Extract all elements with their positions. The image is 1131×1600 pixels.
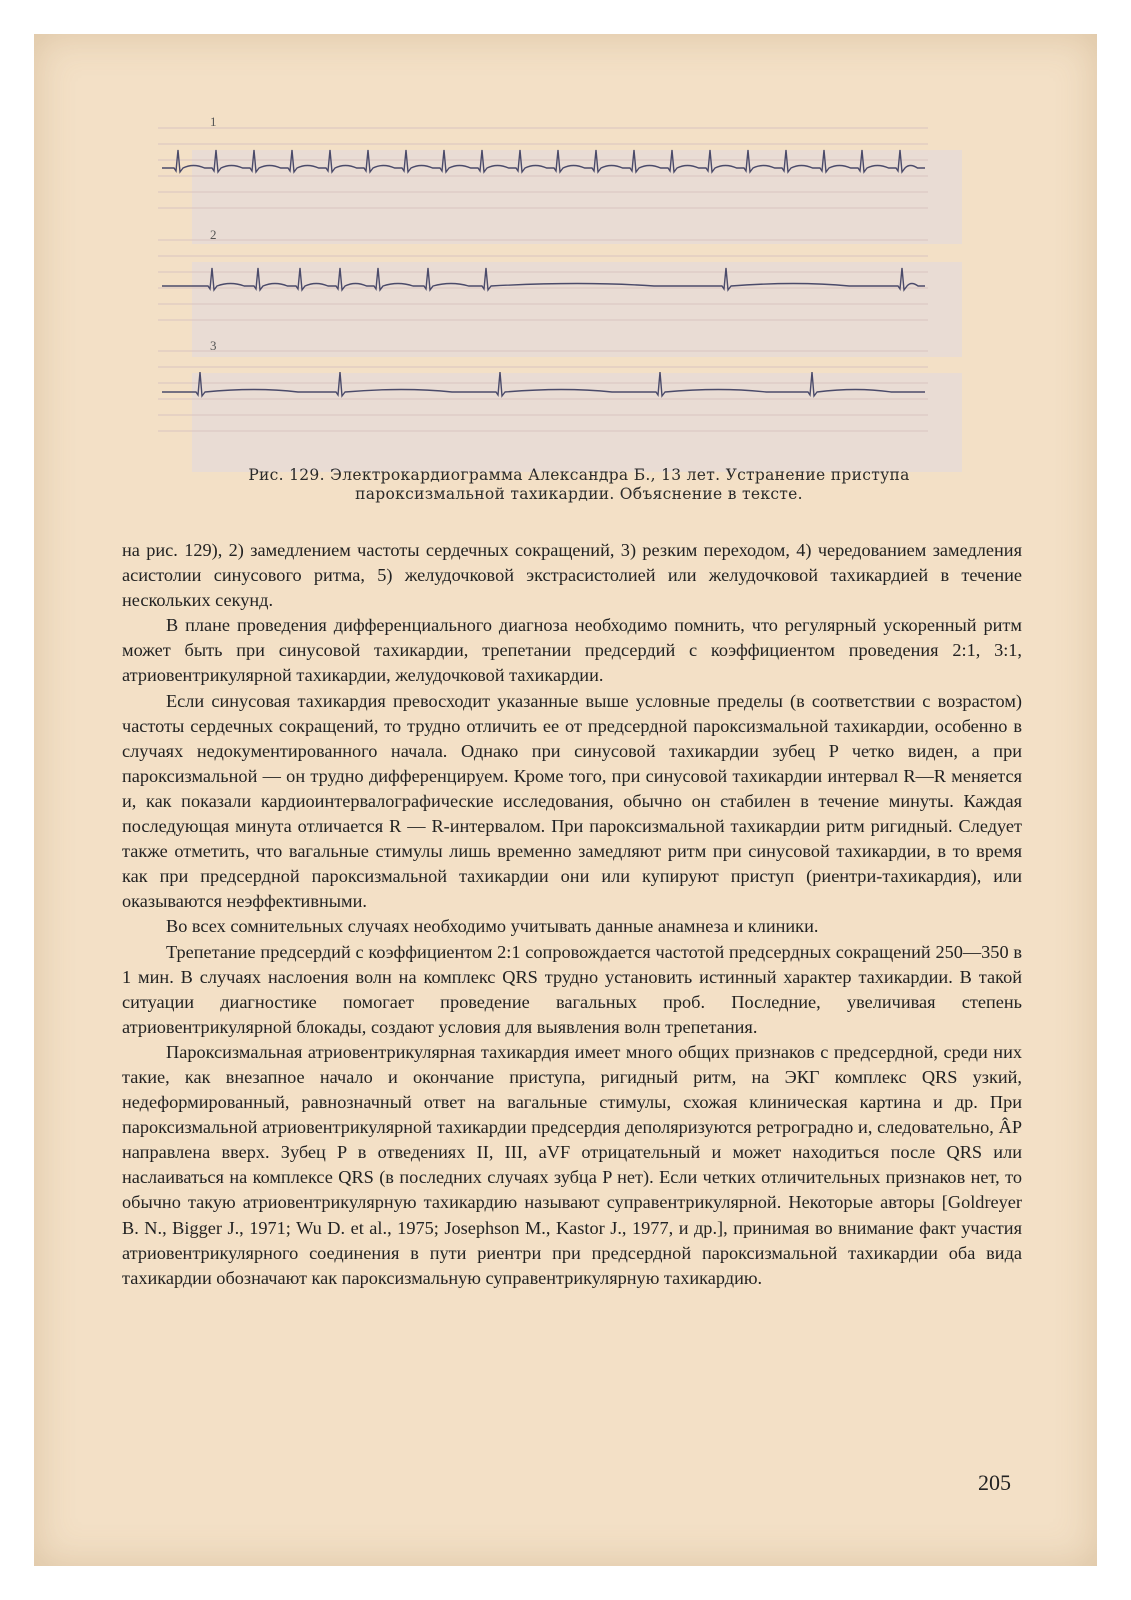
paragraph-2: В плане проведения дифференциального диагноза необходимо помнить, что регулярный ускоренный ритм может быть при синусовой тахикардии, трепетании предсердий с коэффициентом проведения 2:1, 3:1, атриовентрикулярной тахикардии, желудочковой тахикардии. <box>122 615 1022 686</box>
page-number: 205 <box>978 1470 1011 1495</box>
paragraph-1: на рис. 129), 2) замедлением частоты сердечных сокращений, 3) резким переходом, 4) чередованием замедления асистолии синусового ритма, 5) желудочковой экстрасистолией или желудочковой тахикардией в течение нескольких секунд. <box>122 540 1022 611</box>
ecg-traces <box>34 34 1097 494</box>
ecg-trace-2 <box>162 268 925 290</box>
caption-line-1: Рис. 129. Электрокардиограмма Александра Б., 13 лет. Устранение приступа <box>248 466 910 484</box>
ecg-trace-1 <box>162 150 925 172</box>
paragraph-6: Пароксизмальная атриовентрикулярная тахикардия имеет много общих признаков с предсердной, среди них такие, как внезапное начало и окончание приступа, ригидный ритм, на ЭКГ комплекс QRS узкий, недеформированный, равнозначный ответ на вагальные стимулы, схожая клиническая картина и др. При пароксизмальной атриовентрикулярной тахикардии предсердия деполяризуются ретроградно и, следовательно, ÂP направлена вверх. Зубец P в отведениях II, III, aVF отрицательный и может находиться после QRS или наслаиваться на комплексе QRS (в последних случаях зубца P нет). Если четких отличительных признаков нет, то обычно такую атриовентрикулярную тахикардию называют суправентрикулярной. Некоторые авторы [Goldreyer B. N., Bigger J., 1971; Wu D. et al., 1975; Josephson M., Kastor J., 1977, и др.], принимая во внимание факт участия атриовентрикулярного соединения в пути риентри при предсердной пароксизмальной тахикардии оба вида тахикардии обозначают как пароксизмальную суправентрикулярную тахикардию. <box>122 1041 1022 1288</box>
lead-label-2: 2 <box>210 227 217 242</box>
caption-line-2: пароксизмальной тахикардии. Объяснение в тексте. <box>355 485 803 503</box>
lead-label-3: 3 <box>210 338 217 353</box>
lead-label-1: 1 <box>210 114 217 129</box>
paragraph-4: Во всех сомнительных случаях необходимо учитывать данные анамнеза и клиники. <box>166 916 819 937</box>
body-text <box>122 538 1022 1291</box>
ecg-trace-3 <box>162 372 925 396</box>
figure-caption <box>184 466 974 504</box>
paragraph-5: Трепетание предсердий с коэффициентом 2:1 сопровождается частотой предсердных сокращений 250—350 в 1 мин. В случаях наслоения волн на комплекс QRS трудно установить истинный характер тахикардии. В такой ситуации диагностике помогает проведение вагальных проб. Последние, увеличивая степень атриовентрикулярной блокады, создают условия для выявления волн трепетания. <box>122 941 1022 1037</box>
book-page <box>34 34 1097 1566</box>
paragraph-3: Если синусовая тахикардия превосходит указанные выше условные пределы (в соответствии с возрастом) частоты сердечных сокращений, то трудно отличить ее от предсердной пароксизмальной тахикардии, особенно в случаях недокументированного начала. Однако при синусовой тахикардии зубец P четко виден, а при пароксизмальной — он трудно дифференцируем. Кроме того, при синусовой тахикардии интервал R—R меняется и, как показали кардиоинтервалографические исследования, обычно он стабилен в течение минуты. Каждая последующая минута отличается R — R-интервалом. При пароксизмальной тахикардии ритм ригидный. Следует также отметить, что вагальные стимулы лишь временно замедляют ритм при синусовой тахикардии, в то время как при предсердной пароксизмальной тахикардии они или купируют приступ (риентри-тахикардия), или оказываются неэффективными. <box>122 690 1022 912</box>
